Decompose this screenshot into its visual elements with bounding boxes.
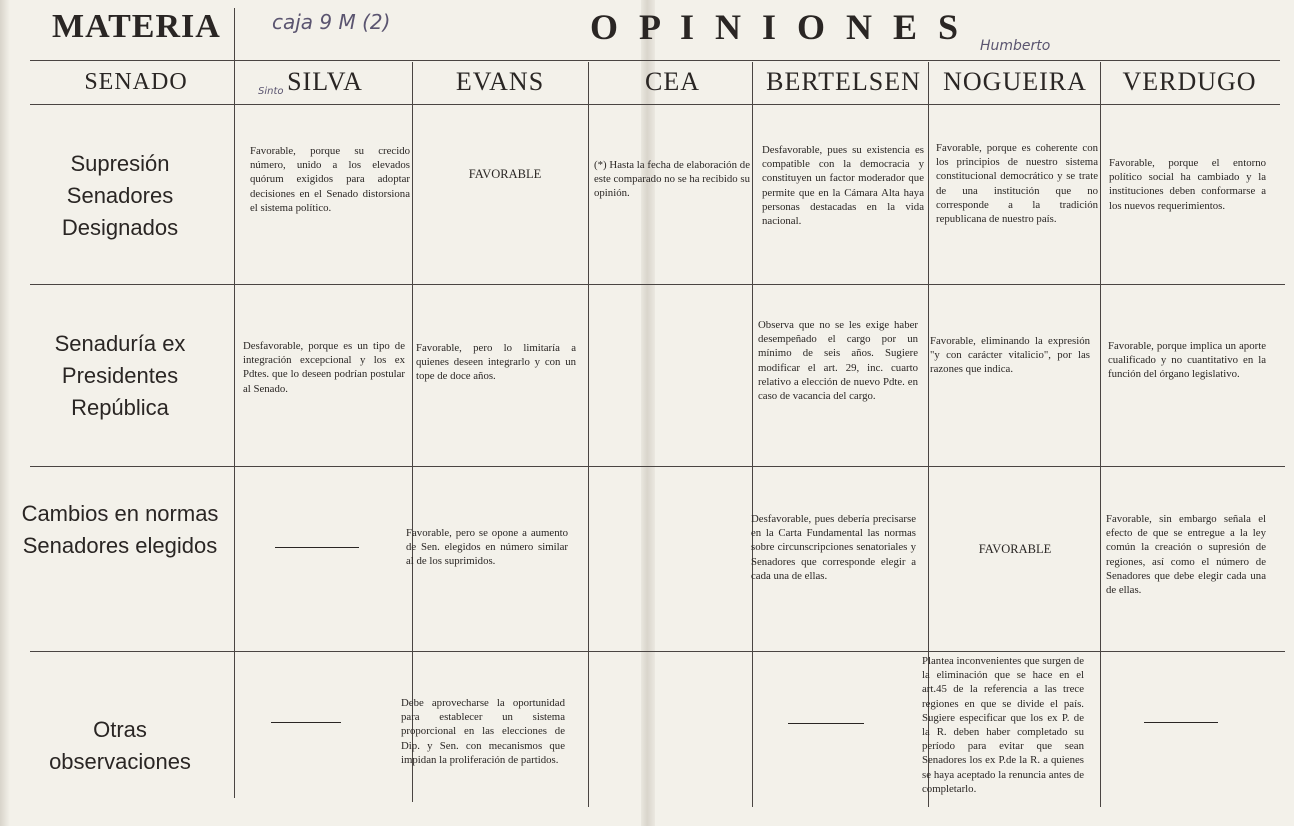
- cell-supresion-cea: (*) Hasta la fecha de elaboración de este comparado no se ha recibido su opinión.: [594, 159, 750, 200]
- cell-cambios-silva-dash: [275, 547, 359, 548]
- cell-otras-nogueira: Plantea inconvenientes que surgen de la eliminación que se hace en el art.45 de la referencia a las trece regiones en que se divide el país. Sugiere especificar que los ex P. de la R. deben haber completado su período para evitar que sean Senadores los ex P.de la R. a quienes se haya aceptado la renuncia antes de completarlo.: [922, 655, 1084, 795]
- handwritten-name-note: Humberto: [980, 38, 1051, 54]
- cell-otras-verdugo-dash: [1144, 722, 1218, 723]
- rule-row-1: [30, 284, 1285, 285]
- cell-otras-silva-dash: [271, 722, 341, 723]
- row-heading-cambios: Cambios en normas Senadores elegidos: [21, 501, 219, 558]
- cell-senaduria-evans: Favorable, pero lo limitaría a quienes deseen integrarlo y con un tope de doce años.: [416, 342, 576, 383]
- row-heading-supresion: Supresión Senadores Designados: [61, 151, 179, 240]
- column-heading-verdugo: VERDUGO: [1122, 67, 1257, 96]
- column-heading-silva: SILVA: [287, 67, 363, 96]
- row-heading-senaduria: Senaduría ex Presidentes República: [54, 331, 186, 420]
- rule-header-bottom: [30, 104, 1280, 105]
- row-heading-otras: Otras observaciones: [49, 717, 191, 774]
- cell-otras-bertelsen-dash: [788, 723, 864, 724]
- page-fold: [641, 0, 655, 826]
- cell-cambios-evans: Favorable, pero se opone a aumento de Sen. elegidos en número similar al de los suprimidos.: [406, 527, 568, 568]
- cell-cambios-verdugo: Favorable, sin embargo señala el efecto de que se entregue a la ley común la creación o supresión de regiones, así como el número de Senadores que debe elegir cada una de ellas.: [1106, 513, 1266, 597]
- handwritten-small-note: Sinto: [258, 86, 284, 97]
- cell-supresion-evans: FAVORABLE: [468, 167, 542, 181]
- cell-senaduria-nogueira: Favorable, eliminando la expresión "y con carácter vitalicio", por las razones que indica.: [930, 335, 1090, 376]
- handwritten-box-note: caja 9 M (2): [272, 10, 391, 34]
- rule-row-3: [30, 651, 1285, 652]
- opiniones-title: O P I N I O N E S: [590, 7, 965, 47]
- cell-supresion-verdugo: Favorable, porque el entorno político social ha cambiado y la instituciones deben conformarse a los nuevos requerimientos.: [1109, 157, 1266, 212]
- rule-col-1: [234, 8, 235, 798]
- column-heading-evans: EVANS: [455, 67, 545, 96]
- column-heading-cea: CEA: [645, 67, 700, 96]
- cell-senaduria-bertelsen: Observa que no se les exige haber desempeñado el cargo por un mínimo de seis años. Sugiere modificar el art. 29, inc. cuarto relativo a elección de nuevo Pdte. en caso de vacancia del cargo.: [758, 319, 918, 403]
- cell-senaduria-silva: Desfavorable, porque es un tipo de integración excepcional y los ex Pdtes. que lo deseen podrían postular al Senado.: [243, 340, 405, 395]
- rule-col-2: [412, 62, 413, 802]
- cell-senaduria-verdugo: Favorable, porque implica un aporte cualificado y no cuantitativo en la función del órgano legislativo.: [1108, 340, 1266, 381]
- cell-supresion-nogueira: Favorable, porque es coherente con los principios de nuestro sistema constitucional democrático y se trate de una institución que no corresponde a la tradición republicana de nuestro país.: [936, 142, 1098, 226]
- rule-row-2: [30, 466, 1285, 467]
- cell-supresion-silva: Favorable, porque su crecido número, unido a los elevados quórum exigidos para adoptar decisiones en el Senado distorsiona el sistema político.: [250, 145, 410, 214]
- rule-col-3: [588, 62, 589, 807]
- cell-supresion-bertelsen: Desfavorable, pues su existencia es compatible con la democracia y constituyen un factor moderador que permite que en la Cámara Alta haya personas destacadas en la vida nacional.: [762, 144, 924, 228]
- materia-title: MATERIA: [52, 8, 221, 45]
- column-heading-senado: SENADO: [84, 69, 188, 95]
- rule-header-top: [30, 60, 1280, 61]
- cell-cambios-bertelsen: Desfavorable, pues debería precisarse en la Carta Fundamental las normas sobre circunscripciones senatoriales y Senadores que corresponde elegir a cada una de ellas.: [751, 513, 916, 582]
- rule-col-4: [752, 62, 753, 807]
- cell-otras-evans: Debe aprovecharse la oportunidad para establecer un sistema proporcional en las elecciones de Dip. y Sen. con mecanismos que impidan la proliferación de partidos.: [401, 697, 565, 766]
- column-heading-bertelsen: BERTELSEN: [766, 67, 921, 96]
- column-heading-nogueira: NOGUEIRA: [943, 67, 1087, 96]
- rule-col-6: [1100, 62, 1101, 807]
- cell-cambios-nogueira: FAVORABLE: [978, 542, 1052, 556]
